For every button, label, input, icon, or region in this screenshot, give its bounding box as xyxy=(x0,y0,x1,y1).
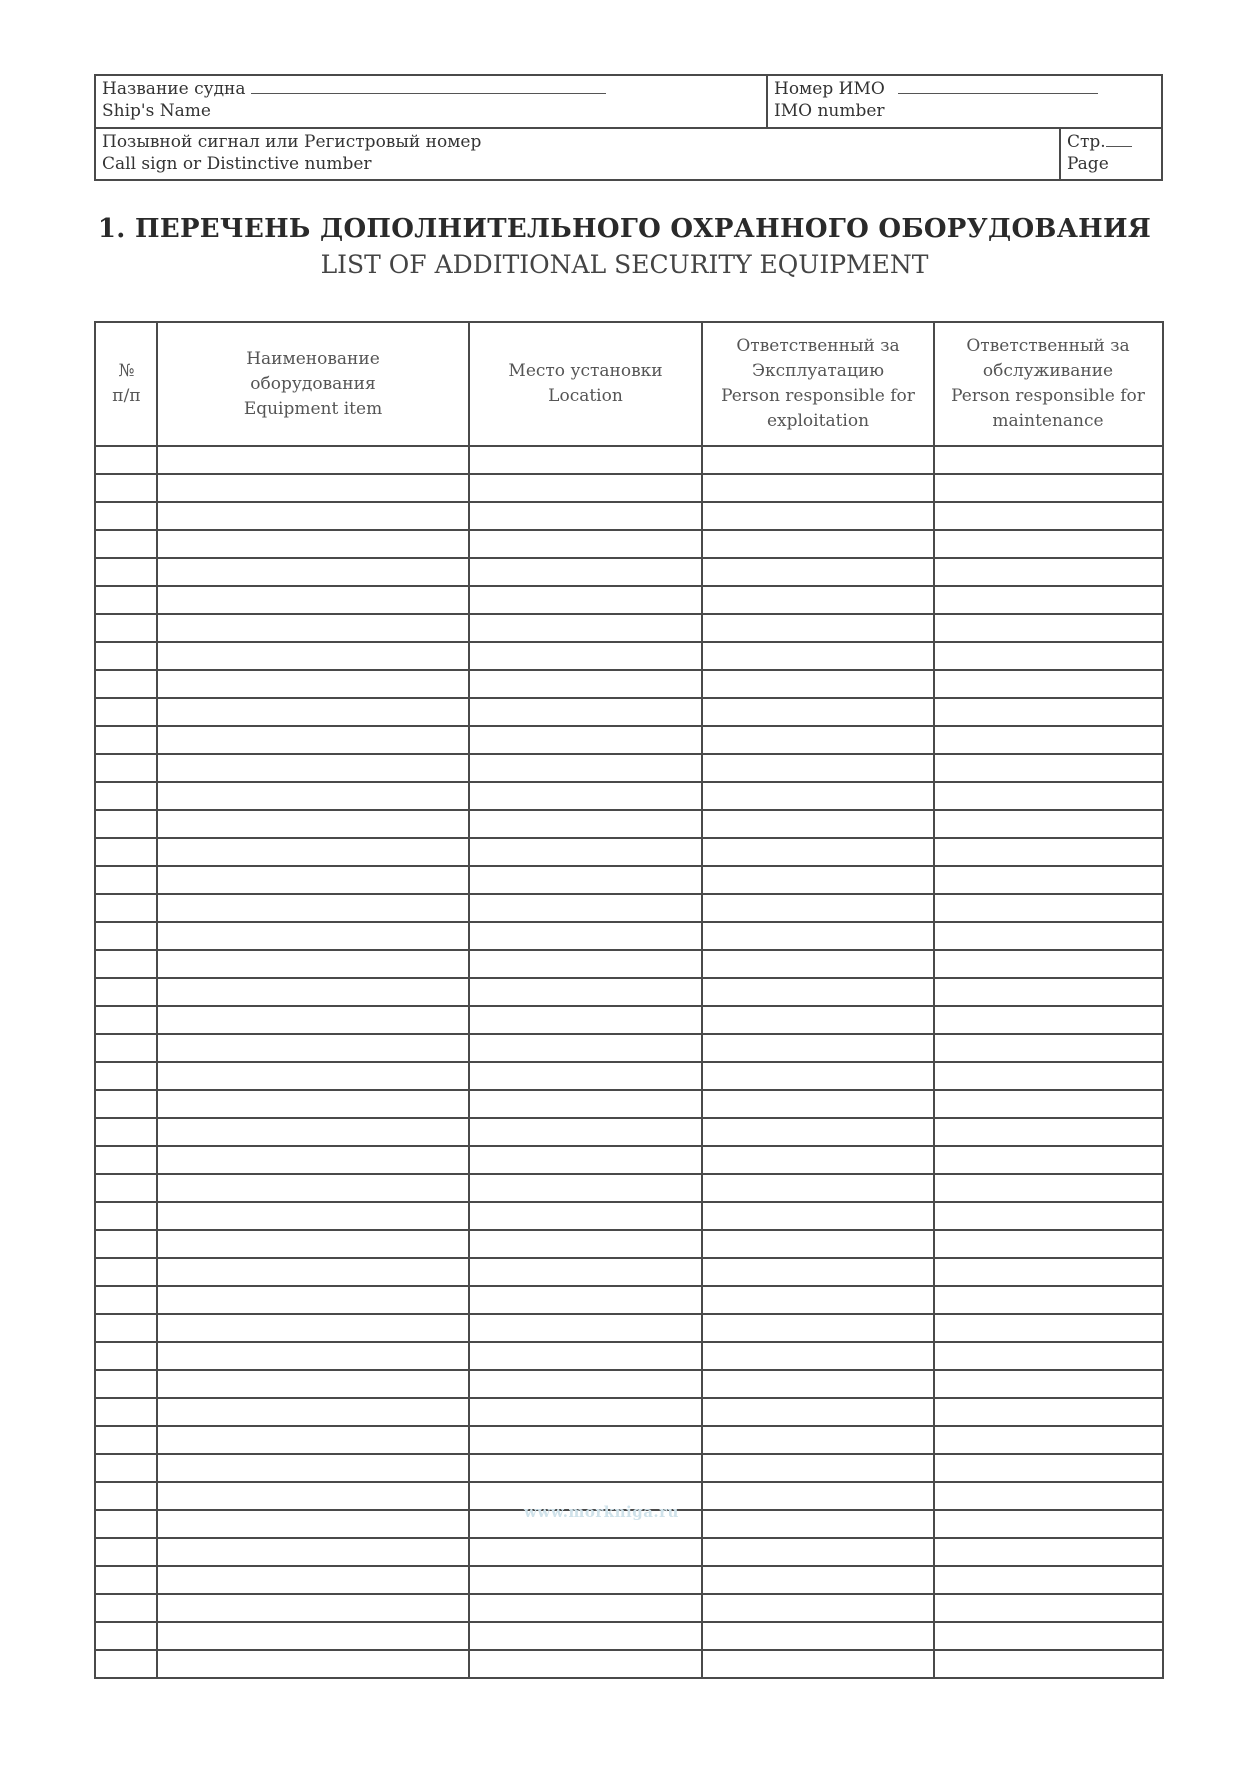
call-sign-label-en: Call sign or Distinctive number xyxy=(102,154,372,174)
table-row-divider xyxy=(96,1481,1162,1483)
header-row-divider xyxy=(96,445,1162,447)
page-cell xyxy=(1061,129,1161,179)
table-row-divider xyxy=(96,1201,1162,1203)
table-row-divider xyxy=(96,613,1162,615)
table-row-divider xyxy=(96,1425,1162,1427)
table-row-divider xyxy=(96,1285,1162,1287)
imo-label-en: IMO number xyxy=(774,101,885,121)
column-header-number: № п/п xyxy=(112,361,141,406)
table-row-divider xyxy=(96,697,1162,699)
page-label-en: Page xyxy=(1067,154,1109,174)
table-row-divider xyxy=(96,641,1162,643)
ship-name-label-en: Ship's Name xyxy=(102,101,211,121)
call-sign-cell xyxy=(96,129,1061,179)
equipment-table xyxy=(94,321,1164,1679)
ship-name-cell xyxy=(96,76,768,129)
table-row-divider xyxy=(96,1033,1162,1035)
table-row-divider xyxy=(96,921,1162,923)
table-row-divider xyxy=(96,809,1162,811)
table-row-divider xyxy=(96,893,1162,895)
table-row-divider xyxy=(96,1257,1162,1259)
table-row-divider xyxy=(96,1453,1162,1455)
page-blank xyxy=(1106,132,1132,147)
column-divider xyxy=(156,323,158,1677)
call-sign-label-ru: Позывной сигнал или Регистровый номер xyxy=(102,132,482,152)
column-header-exploitation: Ответственный за Эксплуатацию Person responsible for exploitation xyxy=(721,336,915,431)
column-divider xyxy=(701,323,703,1677)
table-row-divider xyxy=(96,1173,1162,1175)
table-row-divider xyxy=(96,473,1162,475)
table-row-divider xyxy=(96,865,1162,867)
table-row-divider xyxy=(96,501,1162,503)
table-row-divider xyxy=(96,557,1162,559)
table-row-divider xyxy=(96,753,1162,755)
column-divider xyxy=(468,323,470,1677)
table-row-divider xyxy=(96,1537,1162,1539)
title-ru: 1. ПЕРЕЧЕНЬ ДОПОЛНИТЕЛЬНОГО ОХРАННОГО ОБОРУДОВАНИЯ xyxy=(97,214,1152,244)
table-row-divider xyxy=(96,1061,1162,1063)
column-header-maintenance: Ответственный за обслуживание Person responsible for maintenance xyxy=(951,336,1145,431)
header-box xyxy=(94,74,1163,181)
page-label-ru: Стр. xyxy=(1067,132,1106,152)
table-row-divider xyxy=(96,1565,1162,1567)
table-row-divider xyxy=(96,529,1162,531)
table-row-divider xyxy=(96,1145,1162,1147)
table-row-divider xyxy=(96,1649,1162,1651)
table-row-divider xyxy=(96,1313,1162,1315)
imo-blank xyxy=(898,79,1098,94)
table-row-divider xyxy=(96,1621,1162,1623)
title-en: LIST OF ADDITIONAL SECURITY EQUIPMENT xyxy=(320,250,929,279)
table-row-divider xyxy=(96,1397,1162,1399)
table-row-divider xyxy=(96,1089,1162,1091)
table-row-divider xyxy=(96,585,1162,587)
table-row-divider xyxy=(96,725,1162,727)
ship-name-blank xyxy=(251,79,606,94)
column-header-location: Место установки Location xyxy=(508,361,663,406)
table-row-divider xyxy=(96,781,1162,783)
table-row-divider xyxy=(96,1593,1162,1595)
table-row-divider xyxy=(96,1229,1162,1231)
table-row-divider xyxy=(96,669,1162,671)
table-row-divider xyxy=(96,1005,1162,1007)
watermark: www.morkniga.ru xyxy=(524,1503,679,1521)
table-row-divider xyxy=(96,1369,1162,1371)
ship-name-label-ru: Название судна xyxy=(102,79,246,99)
table-row-divider xyxy=(96,837,1162,839)
column-header-equipment: Наименование оборудования Equipment item xyxy=(243,348,383,419)
table-row-divider xyxy=(96,1341,1162,1343)
table-row-divider xyxy=(96,977,1162,979)
table-row-divider xyxy=(96,1117,1162,1119)
column-divider xyxy=(933,323,935,1677)
imo-cell xyxy=(768,76,1161,129)
imo-label-ru: Номер ИМО xyxy=(774,79,885,99)
table-row-divider xyxy=(96,949,1162,951)
